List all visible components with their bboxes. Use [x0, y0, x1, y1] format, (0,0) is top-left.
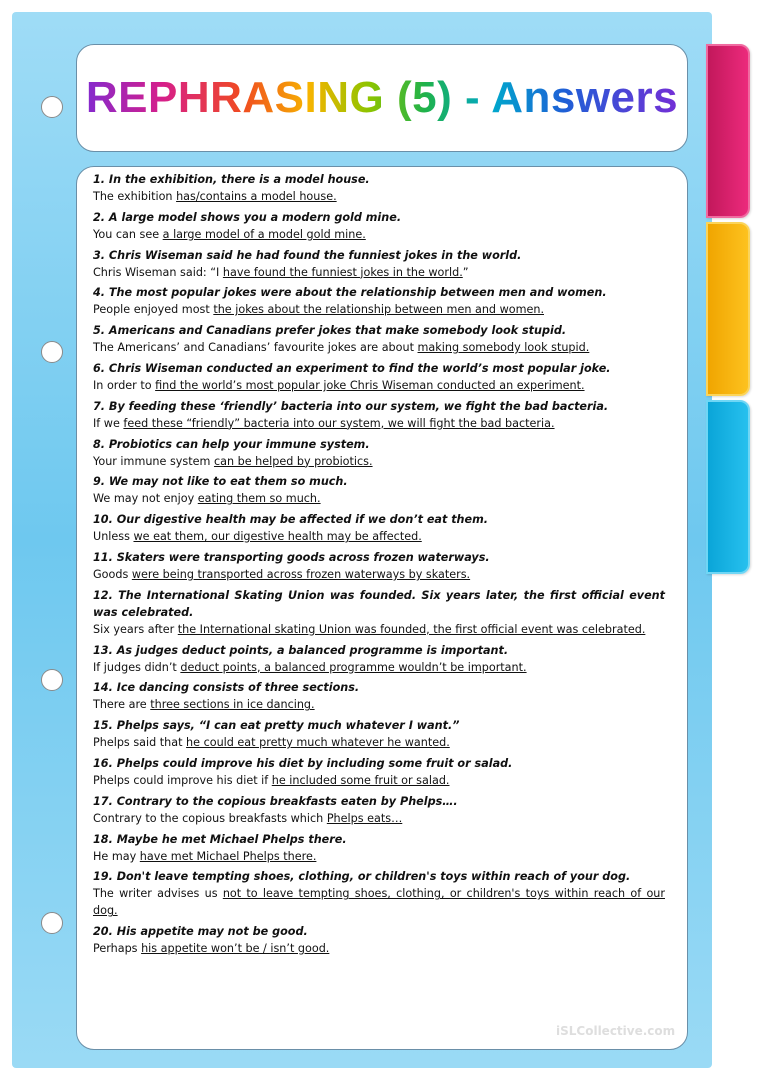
rephrased-sentence [93, 848, 665, 865]
answers-list [93, 171, 665, 961]
divider-tab-pink [706, 44, 750, 218]
sentence-start: There are [93, 698, 151, 712]
answer-item [93, 642, 665, 676]
sentence-start: Your immune system [93, 454, 214, 468]
sentence-start: Contrary to the copious breakfasts which [93, 811, 327, 825]
question-sentence: 1. In the exhibition, there is a model house. [93, 173, 370, 186]
answer-text: making somebody look stupid. [417, 341, 590, 355]
sentence-start: If we [93, 416, 124, 430]
rephrased-sentence [93, 940, 665, 957]
answer-item [93, 284, 665, 318]
sentence-start: Perhaps [93, 942, 142, 956]
answer-item [93, 679, 665, 713]
rephrased-sentence [93, 490, 665, 507]
answer-item [93, 831, 665, 865]
sentence-start: Chris Wiseman said: “I [93, 265, 223, 279]
answer-item [93, 360, 665, 394]
question-sentence: 20. His appetite may not be good. [93, 925, 308, 939]
sentence-start: The writer advises us [93, 887, 223, 901]
question-sentence: 7. By feeding these ‘friendly’ bacteria into our system, we fight the bad bacteria. [93, 399, 609, 413]
answer-text: we eat them, our digestive health may be affected. [133, 530, 422, 544]
sentence-start: The Americans’ and Canadians’ favourite jokes are about [93, 341, 418, 355]
answer-item [93, 171, 665, 205]
sentence-start: Six years after [93, 622, 178, 636]
question-sentence: 13. As judges deduct points, a balanced programme is important. [93, 643, 509, 657]
answer-text: deduct points, a balanced programme wouldn’t be important. [180, 660, 527, 674]
answer-item [93, 436, 665, 470]
question-sentence: 15. Phelps says, “I can eat pretty much whatever I want.” [93, 719, 460, 733]
answer-item [93, 511, 665, 545]
answer-item [93, 398, 665, 432]
sentence-start: He may [93, 849, 140, 863]
answer-text: his appetite won’t be / isn’t good. [141, 942, 330, 956]
answer-item [93, 755, 665, 789]
answer-item [93, 247, 665, 281]
answers-box [76, 166, 688, 1050]
answer-text: have met Michael Phelps there. [139, 849, 317, 863]
question-sentence: 3. Chris Wiseman said he had found the funniest jokes in the world. [93, 248, 522, 262]
answer-text: the International skating Union was founded, the first official event was celebrated. [177, 622, 646, 636]
rephrased-sentence [93, 772, 665, 789]
answer-text: he included some fruit or salad. [271, 773, 450, 787]
binder-hole [41, 912, 63, 934]
sentence-start: In order to [93, 378, 156, 392]
rephrased-sentence [93, 415, 665, 432]
rephrased-sentence [93, 377, 665, 394]
rephrased-sentence [93, 528, 665, 545]
question-sentence: 5. Americans and Canadians prefer jokes that make somebody look stupid. [93, 324, 567, 338]
rephrased-sentence [93, 810, 665, 827]
sentence-start: We may not enjoy [93, 492, 198, 506]
answer-text: find the world’s most popular joke Chris Wiseman conducted an experiment. [155, 378, 585, 392]
sentence-end: ” [462, 265, 469, 279]
rephrased-sentence [93, 188, 665, 205]
answer-item [93, 473, 665, 507]
rephrased-sentence [93, 339, 665, 356]
answer-text: were being transported across frozen waterways by skaters. [131, 567, 471, 581]
sentence-start: The exhibition [93, 190, 177, 203]
answer-item [93, 923, 665, 957]
answer-item [93, 587, 665, 638]
answer-text: a large model of a model gold mine. [162, 227, 366, 241]
answer-text: not to leave tempting shoes, clothing, or children's toys within reach of our dog. [93, 887, 665, 918]
answer-item [93, 322, 665, 356]
answer-text: eating them so much. [197, 492, 321, 506]
sentence-start: People enjoyed most [93, 303, 214, 317]
divider-tab-blue [706, 400, 750, 574]
question-sentence: 16. Phelps could improve his diet by including some fruit or salad. [93, 756, 513, 770]
binder-hole [41, 96, 63, 118]
rephrased-sentence [93, 301, 665, 318]
rephrased-sentence [93, 566, 665, 583]
rephrased-sentence [93, 226, 665, 243]
answer-item [93, 793, 665, 827]
question-sentence: 10. Our digestive health may be affected if we don’t eat them. [93, 513, 489, 527]
question-sentence: 17. Contrary to the copious breakfasts eaten by Phelps…. [93, 794, 458, 808]
divider-tab-yellow [706, 222, 750, 396]
rephrased-sentence [93, 885, 665, 919]
rephrased-sentence [93, 659, 665, 676]
sentence-start: You can see [93, 227, 163, 241]
rephrased-sentence [93, 453, 665, 470]
binder-hole [41, 669, 63, 691]
rephrased-sentence [93, 264, 665, 281]
sentence-start: Phelps could improve his diet if [93, 773, 272, 787]
title-box [76, 44, 688, 152]
rephrased-sentence [93, 621, 665, 638]
binder-hole [41, 341, 63, 363]
question-sentence: 18. Maybe he met Michael Phelps there. [93, 832, 347, 846]
question-sentence: 6. Chris Wiseman conducted an experiment to find the world’s most popular joke. [93, 361, 611, 375]
question-sentence: 8. Probiotics can help your immune system. [93, 437, 370, 451]
rephrased-sentence [93, 696, 665, 713]
answer-text: he could eat pretty much whatever he wanted. [186, 736, 450, 750]
answer-text: the jokes about the relationship between men and women. [213, 303, 544, 317]
answer-item [93, 868, 665, 919]
sentence-start: Unless [93, 530, 134, 544]
answer-text: has/contains a model house. [176, 190, 337, 203]
sentence-start: Phelps said that [93, 736, 187, 750]
answer-text: can be helped by probiotics. [213, 454, 373, 468]
answer-item [93, 209, 665, 243]
question-sentence: 4. The most popular jokes were about the relationship between men and women. [93, 286, 607, 300]
answer-item [93, 549, 665, 583]
question-sentence: 9. We may not like to eat them so much. [93, 475, 348, 489]
answer-text: feed these “friendly” bacteria into our system, we will fight the bad bacteria. [123, 416, 555, 430]
answer-item [93, 717, 665, 751]
answer-text: Phelps eats… [326, 811, 403, 825]
answer-text: three sections in ice dancing. [150, 698, 315, 712]
question-sentence: 14. Ice dancing consists of three sections. [93, 681, 360, 695]
question-sentence: 12. The International Skating Union was founded. Six years later, the first official event was celebrated. [93, 588, 665, 619]
sentence-start: Goods [93, 567, 132, 581]
question-sentence: 2. A large model shows you a modern gold mine. [93, 210, 402, 224]
rephrased-sentence [93, 734, 665, 751]
watermark: iSLCollective.com [556, 1024, 676, 1038]
page-title: REPHRASING (5) - Answers [77, 71, 687, 125]
question-sentence: 11. Skaters were transporting goods across frozen waterways. [93, 550, 490, 564]
sentence-start: If judges didn’t [93, 660, 181, 674]
question-sentence: 19. Don't leave tempting shoes, clothing, or children's toys within reach of your dog. [93, 870, 631, 884]
answer-text: have found the funniest jokes in the world. [222, 265, 463, 279]
